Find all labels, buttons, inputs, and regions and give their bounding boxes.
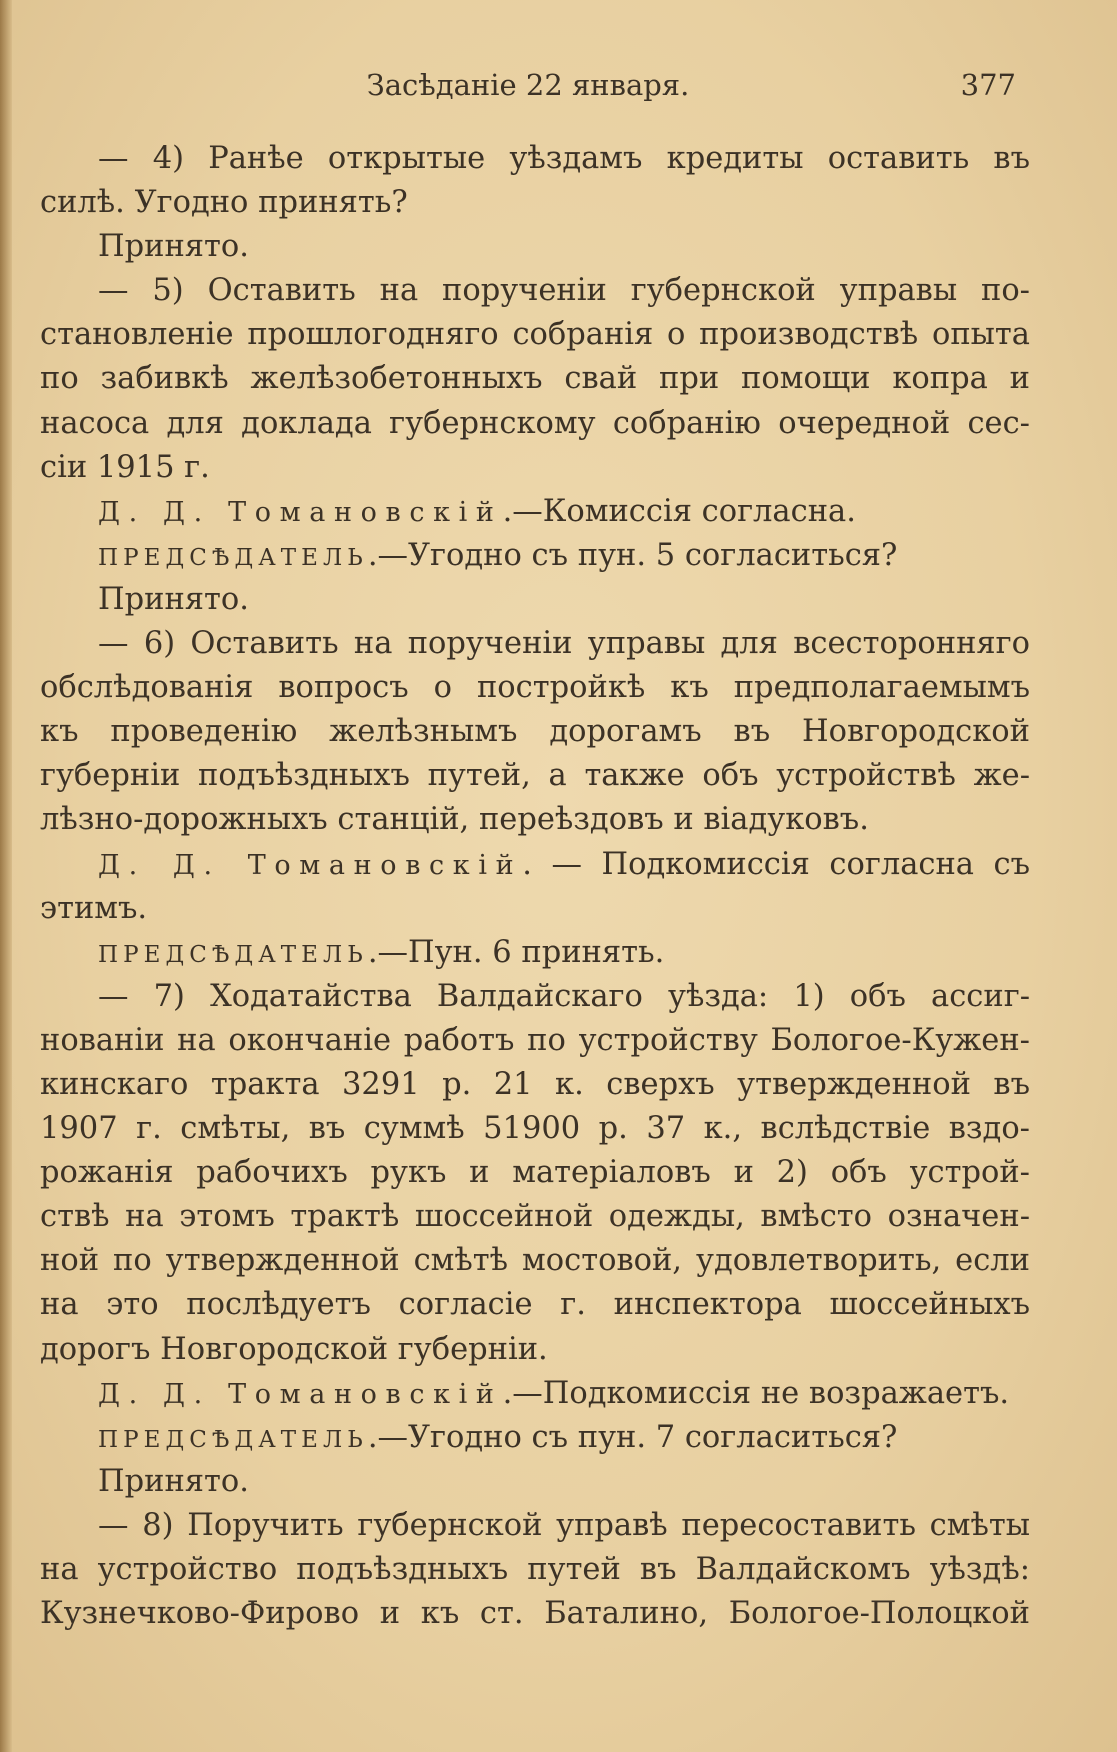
text-line: — 4) Ранѣе открытые уѣздамъ кредиты оставить въ (98, 141, 1030, 176)
running-header (40, 68, 1016, 108)
page-spine-shadow (0, 0, 12, 1752)
text-line: — 7) Ходатайства Валдайскаго уѣзда: 1) объ ассиг- (98, 978, 1030, 1014)
text-line: Принято. (98, 581, 249, 617)
text-line: на это послѣдуетъ согласіе г. инспектора шоссейныхъ (40, 1287, 1030, 1323)
text-line: Принято. (98, 1463, 249, 1499)
text-line: къ проведенію желѣзнымъ дорогамъ въ Новгородской (40, 714, 1030, 750)
speaker-line: Д. Д. Томановскій.—Подкомиссія не возражаетъ. (98, 1375, 1010, 1411)
speaker-name: Д. Д. Томановскій (98, 1378, 503, 1410)
text-line: становленіе прошлогодняго собранія о производствѣ опыта (40, 317, 1030, 353)
text-line: дорогъ Новгородской губерніи. (40, 1331, 548, 1367)
text-line: — 5) Оставить на порученіи губернской управы по- (98, 273, 1030, 309)
text-line: ствѣ на этомъ трактѣ шоссейной одежды, вмѣсто означен- (40, 1199, 1030, 1235)
text-line: Принято. (98, 229, 249, 265)
speaker-name: ПРЕДСѢДАТЕЛЬ (98, 544, 368, 571)
text-line: лѣзно-дорожныхъ станцій, переѣздовъ и віадуковъ. (40, 802, 869, 838)
text-line: сіи 1915 г. (40, 449, 210, 485)
speaker-name: ПРЕДСѢДАТЕЛЬ (98, 1426, 368, 1453)
text-line: насоса для доклада губернскому собранію очередной сес- (40, 405, 1030, 441)
speaker-line: ПРЕДСѢДАТЕЛЬ.—Угодно съ пун. 7 согласиться? (98, 1419, 898, 1455)
text-line: 1907 г. смѣты, въ суммѣ 51900 р. 37 к., вслѣдствіе вздо- (40, 1111, 1030, 1147)
speaker-line: Д. Д. Томановскій.—Комиссія согласна. (98, 493, 856, 529)
header-title: Засѣданіе 22 января. (366, 68, 690, 102)
text-line: на устройство подъѣздныхъ путей въ Валдайскомъ уѣздѣ: (40, 1552, 1030, 1587)
text-line: этимъ. (40, 890, 148, 926)
text-line: нованіи на окончаніе работъ по устройству Бологое-Кужен- (40, 1022, 1030, 1058)
page-body (40, 137, 1030, 1636)
speaker-name: Д. Д. Томановскій (98, 849, 523, 881)
text-line: — 6) Оставить на порученіи управы для всесторонняго (98, 626, 1030, 662)
text-line: обслѣдованія вопросъ о постройкѣ къ предполагаемымъ (40, 670, 1030, 706)
speaker-line: ПРЕДСѢДАТЕЛЬ.—Угодно съ пун. 5 согласиться? (98, 537, 898, 573)
page-number: 377 (960, 68, 1016, 102)
speaker-name: ПРЕДСѢДАТЕЛЬ (98, 941, 368, 968)
text-line: Кузнечково-Фирово и къ ст. Баталино, Бологое-Полоцкой (40, 1596, 1030, 1632)
speaker-name: Д. Д. Томановскій (98, 496, 503, 528)
text-line: ной по утвержденной смѣтѣ мостовой, удовлетворить, если (40, 1243, 1030, 1279)
text-line: губерніи подъѣздныхъ путей, а также объ устройствѣ же- (40, 758, 1030, 794)
speaker-line: Д. Д. Томановскій. — Подкомиссія согласна съ (98, 846, 1030, 882)
text-line: кинскаго тракта 3291 р. 21 к. сверхъ утвержденной въ (40, 1066, 1030, 1102)
text-line: силѣ. Угодно принять? (40, 185, 408, 221)
speaker-line: ПРЕДСѢДАТЕЛЬ.—Пун. 6 принять. (98, 934, 665, 970)
text-line: — 8) Поручить губернской управѣ пересоставить смѣты (98, 1507, 1030, 1543)
text-line: по забивкѣ желѣзобетонныхъ свай при помощи копра и (40, 361, 1030, 397)
text-line: рожанія рабочихъ рукъ и матеріаловъ и 2) объ устрой- (40, 1155, 1030, 1191)
